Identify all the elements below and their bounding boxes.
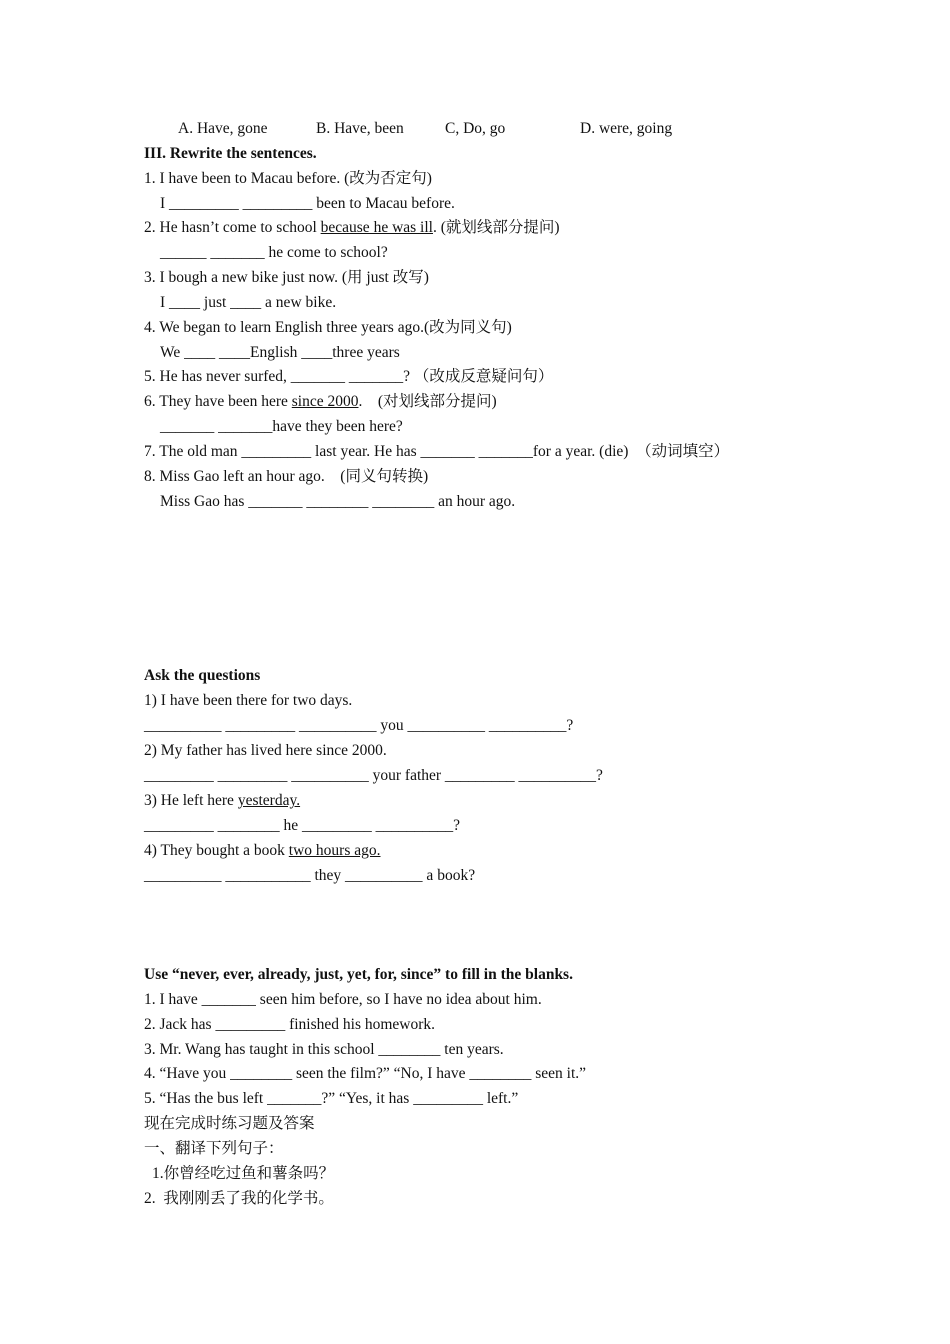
use-item-1: 1. I have _______ seen him before, so I have no idea about him. xyxy=(144,991,542,1008)
ask-q3-underlined: yesterday. xyxy=(237,792,301,809)
rewrite-q2-underlined: because he was ill xyxy=(320,219,433,236)
rewrite-q6-pre: 6. They have been here xyxy=(144,393,292,410)
use-item-5: 5. “Has the bus left _______?” “Yes, it has _________ left.” xyxy=(144,1090,519,1107)
rewrite-q1: 1. I have been to Macau before. (改为否定句) xyxy=(144,170,432,187)
ask-q4 xyxy=(144,841,381,861)
rewrite-q3: 3. I bough a new bike just now. (用 just 改写) xyxy=(144,269,429,286)
option-b: B. Have, been xyxy=(316,120,404,137)
use-item-2: 2. Jack has _________ finished his homework. xyxy=(144,1016,436,1033)
rewrite-q2-pre: 2. He hasn’t come to school xyxy=(144,219,321,236)
use-item-4: 4. “Have you ________ seen the film?” “No, I have ________ seen it.” xyxy=(144,1065,587,1082)
rewrite-q6 xyxy=(144,392,497,412)
ask-q3 xyxy=(144,791,300,811)
use-item-3: 3. Mr. Wang has taught in this school ________ ten years. xyxy=(144,1041,504,1058)
rewrite-q6-post: . (对划线部分提问) xyxy=(358,393,497,410)
rewrite-a3: I ____ just ____ a new bike. xyxy=(160,294,337,311)
section-heading-rewrite: III. Rewrite the sentences. xyxy=(144,145,317,162)
rewrite-q5: 5. He has never surfed, _______ _______? （改成反意疑问句） xyxy=(144,368,554,385)
ask-a3: _________ ________ he _________ __________? xyxy=(144,817,461,834)
cn-title: 现在完成时练习题及答案 xyxy=(144,1115,315,1132)
option-c: C, Do, go xyxy=(445,120,506,137)
rewrite-q8: 8. Miss Gao left an hour ago. (同义句转换) xyxy=(144,468,429,485)
rewrite-q6-underlined: since 2000 xyxy=(291,393,359,410)
section-heading-use: Use “never, ever, already, just, yet, for, since” to fill in the blanks. xyxy=(144,966,573,983)
answer-options-row xyxy=(0,119,950,139)
ask-a4: __________ ___________ they __________ a book? xyxy=(144,867,476,884)
rewrite-q2 xyxy=(144,218,560,238)
rewrite-q4: 4. We began to learn English three years ago.(改为同义句) xyxy=(144,319,512,336)
rewrite-a1: I _________ _________ been to Macau before. xyxy=(160,195,455,212)
ask-a1: __________ _________ __________ you __________ __________? xyxy=(144,717,574,734)
ask-q2: 2) My father has lived here since 2000. xyxy=(144,742,387,759)
cn-section-heading: 一、翻译下列句子： xyxy=(144,1140,284,1157)
ask-q3-pre: 3) He left here xyxy=(144,792,238,809)
cn-item-1: 1.你曾经吃过鱼和薯条吗？ xyxy=(152,1165,335,1182)
rewrite-a4: We ____ ____English ____three years xyxy=(160,344,400,361)
rewrite-a8: Miss Gao has _______ ________ ________ an hour ago. xyxy=(160,493,516,510)
cn-item-2: 2. 我刚刚丢了我的化学书。 xyxy=(144,1190,334,1207)
ask-q4-underlined: two hours ago. xyxy=(288,842,381,859)
ask-q1: 1) I have been there for two days. xyxy=(144,692,353,709)
rewrite-q7: 7. The old man _________ last year. He has _______ _______for a year. (die) （动词填空） xyxy=(144,443,730,460)
rewrite-q2-post: . (就划线部分提问) xyxy=(432,219,560,236)
section-heading-ask: Ask the questions xyxy=(144,667,261,684)
ask-a2: _________ _________ __________ your father _________ __________? xyxy=(144,767,603,784)
option-d: D. were, going xyxy=(580,120,673,137)
rewrite-a6: _______ _______have they been here? xyxy=(160,418,403,435)
option-a: A. Have, gone xyxy=(178,120,268,137)
rewrite-a2: ______ _______ he come to school? xyxy=(160,244,388,261)
ask-q4-pre: 4) They bought a book xyxy=(144,842,289,859)
